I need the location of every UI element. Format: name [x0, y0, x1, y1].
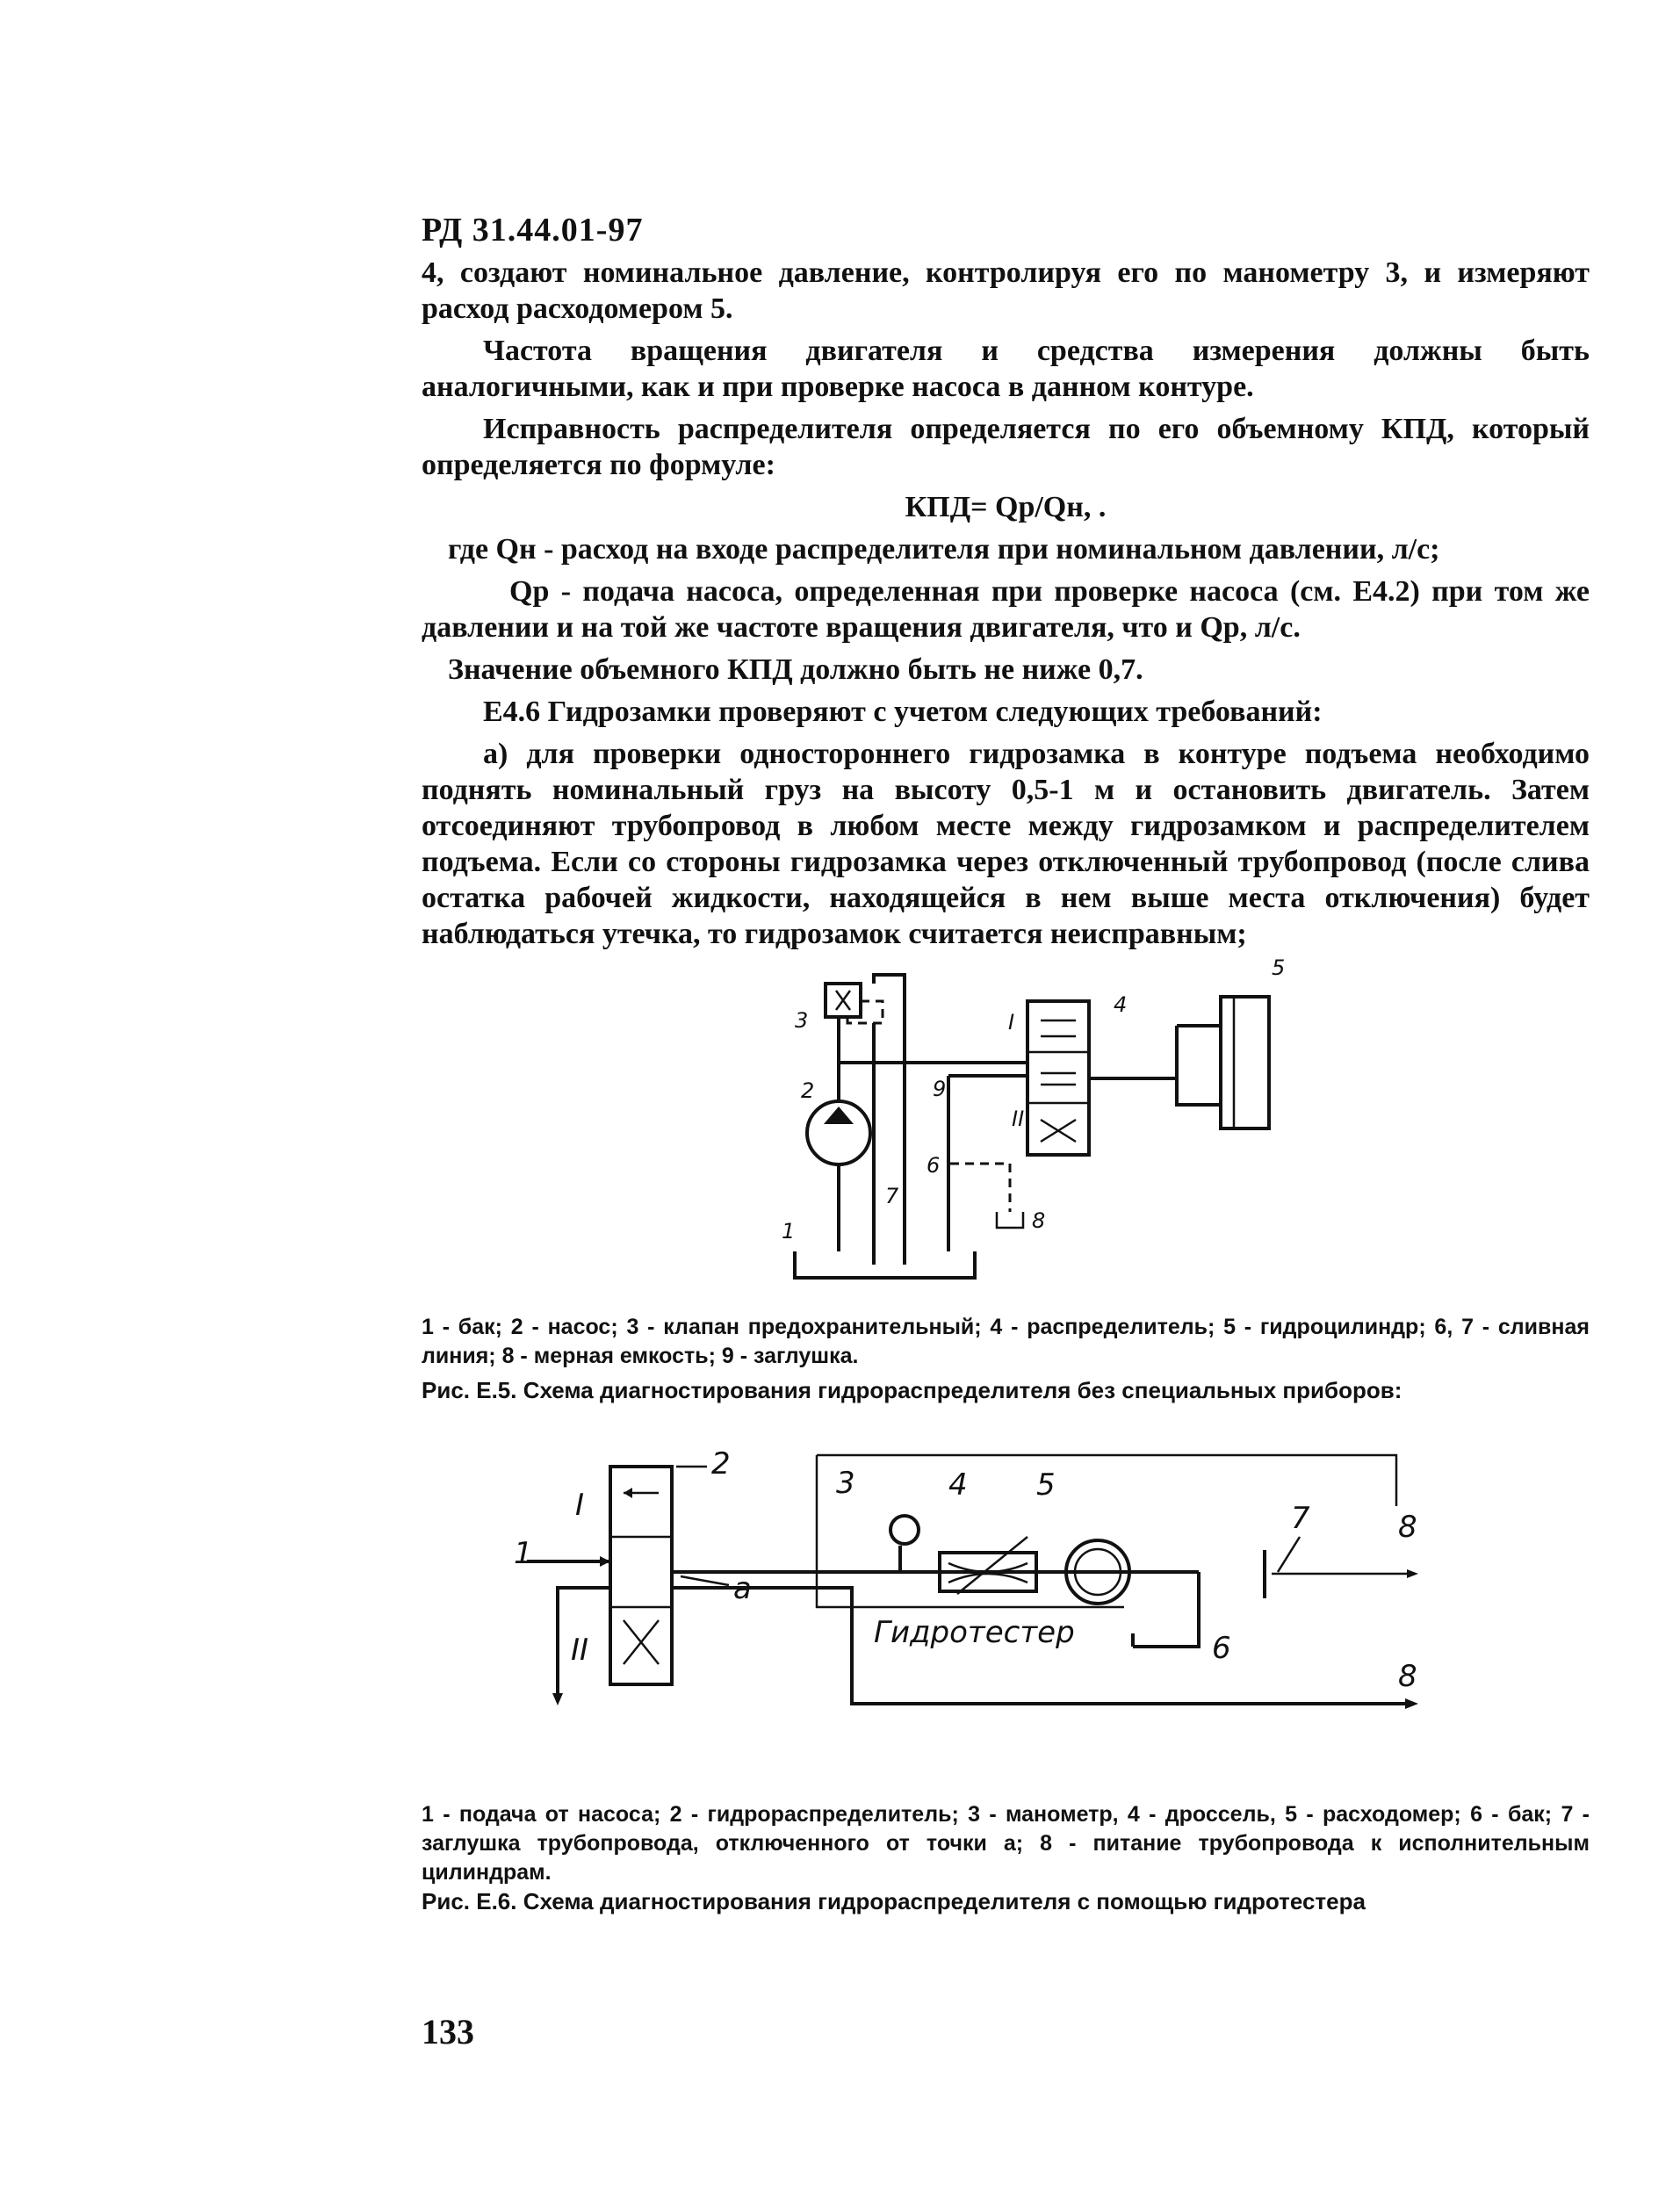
paragraph: где Qн - расход на входе распределителя при номинальном давлении, л/с; [448, 533, 1440, 566]
paragraph: Qр - подача насоса, определенная при проверке насоса (см. Е4.2) при том же давлении и на той же частоте вращения двигателя, что и Qр, л/с. [422, 575, 1590, 644]
distributor-shape [610, 1467, 672, 1684]
fig5-label-9: 9 [933, 1077, 947, 1101]
paragraph: Частота вращения двигателя и средства измерения должны быть аналогичными, как и при проверке насоса в данном контуре. [422, 335, 1590, 403]
figure-e5-diagram [746, 948, 1361, 1300]
fig6-label-8-top: 8 [1398, 1510, 1417, 1545]
fig6-label-2: 2 [711, 1446, 731, 1482]
fig6-label-a: а [733, 1571, 752, 1606]
figure-e6-diagram [509, 1431, 1475, 1748]
tank-shape [795, 1251, 975, 1278]
fig5-label-I: I [1008, 1010, 1015, 1035]
paragraph: Исправность распределителя определяется по его объемному КПД, который определяется по формуле: [422, 413, 1590, 481]
document-code-header: РД 31.44.01-97 [422, 212, 644, 249]
fig6-label-7: 7 [1291, 1501, 1310, 1536]
fig5-label-4: 4 [1114, 992, 1128, 1017]
fig5-label-II: II [1012, 1107, 1025, 1131]
fig5-label-5: 5 [1272, 955, 1286, 980]
fig6-tester-label: Гидротестер [874, 1615, 1075, 1650]
fig5-label-1: 1 [782, 1219, 796, 1244]
figure-e5-caption: Рис. Е.5. Схема диагностирования гидрораспределителя без специальных приборов: [422, 1377, 1402, 1403]
fig6-label-8-bottom: 8 [1398, 1659, 1417, 1694]
fig6-label-5: 5 [1036, 1467, 1056, 1503]
fig5-label-8: 8 [1032, 1208, 1046, 1233]
manometer-shape [890, 1516, 919, 1544]
paragraph: Е4.6 Гидрозамки проверяют с учетом следующих требований: [483, 696, 1323, 728]
figure-e6-legend: 1 - подача от насоса; 2 - гидрораспределитель; 3 - манометр, 4 - дроссель, 5 - расходомер; 6 - бак; 7 - заглушка трубопровода, отключенного от точки а; 8 - питание трубопровода к исполнительным цилиндрам. [422, 1802, 1590, 1885]
fig5-label-2: 2 [801, 1078, 815, 1103]
formula: КПД= Qр/Qн, . [905, 491, 1107, 523]
figure-e5-legend: 1 - бак; 2 - насос; 3 - клапан предохранительный; 4 - распределитель; 5 - гидроцилиндр; 6, 7 - сливная линия; 8 - мерная емкость; 9 - заглушка. [422, 1315, 1590, 1368]
fig6-label-I: I [575, 1488, 585, 1523]
fig6-label-6: 6 [1212, 1631, 1231, 1666]
fig6-label-II: II [571, 1633, 589, 1668]
page-number: 133 [422, 2012, 474, 2051]
paragraph: а) для проверки одностороннего гидрозамка в контуре подъема необходимо поднять номинальный груз на высоту 0,5-1 м и остановить двигатель. Затем отсоединяют трубопровод в любом месте между гидрозамком и распределителем подъема. Если со стороны гидрозамка через отключенный трубопровод (после слива остатка рабочей жидкости, находящейся в нем выше места отключения) будет наблюдаться утечка, то гидрозамок считается неисправным; [422, 738, 1590, 950]
fig6-label-3: 3 [836, 1466, 855, 1501]
fig5-label-6: 6 [927, 1153, 941, 1178]
body-text [422, 255, 1590, 958]
figure-e6-caption: Рис. Е.6. Схема диагностирования гидрораспределителя с помощью гидротестера [422, 1888, 1366, 1914]
paragraph: Значение объемного КПД должно быть не ниже 0,7. [448, 653, 1143, 686]
hydrocylinder-shape [1221, 997, 1269, 1128]
paragraph: 4, создают номинальное давление, контролируя его по манометру 3, и измеряют расход расходомером 5. [422, 256, 1590, 325]
fig5-label-3: 3 [795, 1008, 809, 1033]
fig5-label-7: 7 [885, 1184, 899, 1208]
fig6-label-1: 1 [514, 1536, 533, 1571]
fig6-label-4: 4 [948, 1467, 968, 1503]
